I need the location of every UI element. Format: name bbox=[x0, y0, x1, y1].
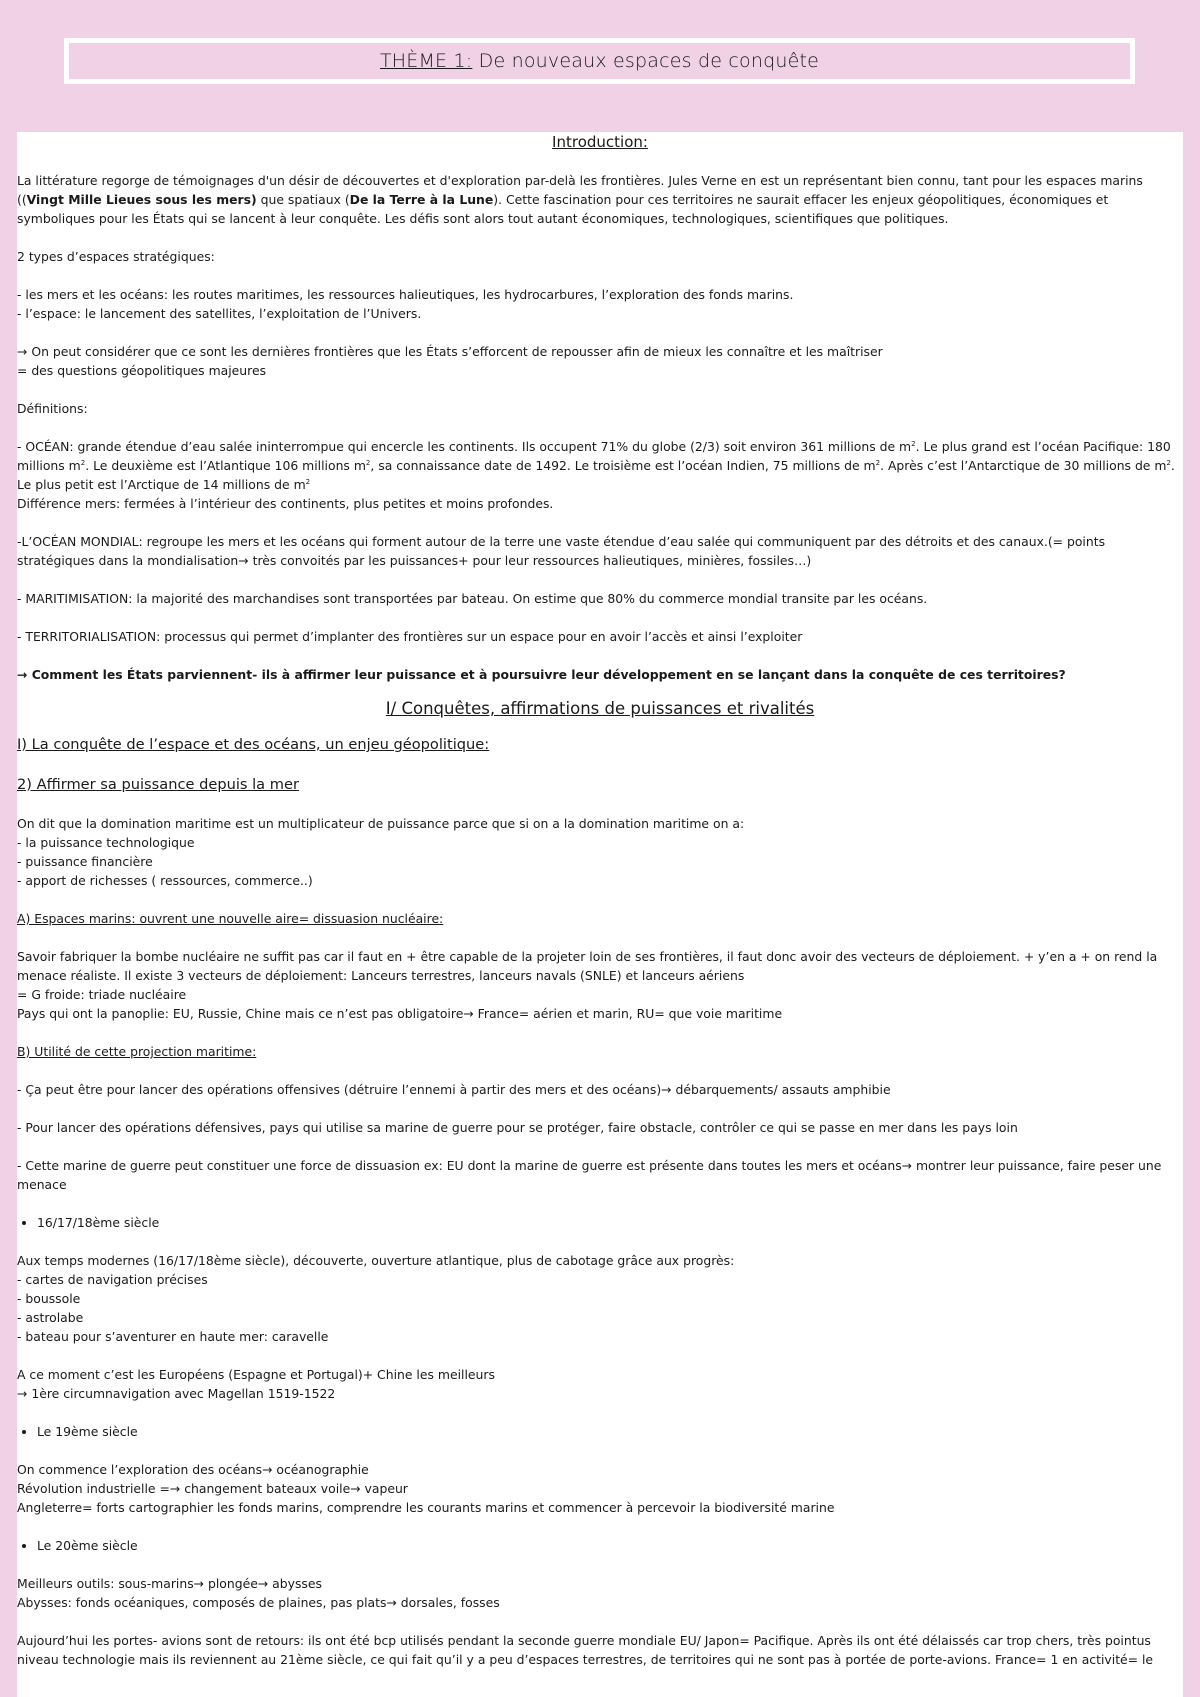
bullet-list-2 bbox=[17, 1422, 1183, 1441]
def-world-ocean: -L’OCÉAN MONDIAL: regroupe les mers et les océans qui forment autour de la terre une vaste étendue d’eau salée qui communiquent par des détroits et des canaux.(= points stratégiques dans la mondialisation→ très convoités par les puissances+ pour leur ressources halieutiques, minières, fossiles…) bbox=[17, 534, 1106, 568]
bullet-19-century: • Le 19ème siècle bbox=[37, 1422, 1183, 1441]
def-territorialisation: - TERRITORIALISATION: processus qui permet d’implanter des frontières sur un espace pour en avoir l’accès et ainsi l’exploiter bbox=[17, 629, 803, 644]
section-a-heading: A) Espaces marins: ouvrent une nouvelle aire= dissuasion nucléaire: bbox=[17, 911, 444, 926]
magellan-line: → 1ère circumnavigation avec Magellan 1519-1522 bbox=[17, 1386, 336, 1401]
superscript: 2 bbox=[365, 458, 371, 467]
modern-item-2: - boussole bbox=[17, 1291, 81, 1306]
section-b-defensive: - Pour lancer des opérations défensives, pays qui utilise sa marine de guerre pour se protéger, faire obstacle, contrôler ce qui se passe en mer dans les pays loin bbox=[17, 1120, 1018, 1135]
domination-item-3: - apport de richesses ( ressources, commerce..) bbox=[17, 873, 313, 888]
bullet-16-18-century: • 16/17/18ème siècle bbox=[37, 1213, 1183, 1232]
section-b-heading: B) Utilité de cette projection maritime: bbox=[17, 1044, 257, 1059]
superscript: 2 bbox=[305, 477, 311, 486]
type-seas: - les mers et les océans: les routes maritimes, les ressources halieutiques, les hydrocarbures, l’exploration des fonds marins. bbox=[17, 287, 794, 302]
superscript: 2 bbox=[80, 458, 86, 467]
c20-line-1: Meilleurs outils: sous-marins→ plongée→ abysses bbox=[17, 1576, 322, 1591]
domination-intro: On dit que la domination maritime est un multiplicateur de puissance parce que si on a la domination maritime on a: bbox=[17, 816, 745, 831]
c20-line-2: Abysses: fonds océaniques, composés de plaines, pas plats→ dorsales, fosses bbox=[17, 1595, 500, 1610]
book-title-1: Vingt Mille Lieues sous les mers) bbox=[26, 192, 257, 207]
problematique bbox=[17, 665, 1183, 684]
part1-heading: I/ Conquêtes, affirmations de puissances et rivalités bbox=[385, 699, 815, 718]
def-ocean-1: - OCÉAN: grande étendue d’eau salée ininterrompue qui encercle les continents. Ils occupent 71% du globe (2/3) soit environ 361 millions de m bbox=[17, 439, 912, 454]
aircraft-carriers-text: Aujourd’hui les portes- avions sont de retours: ils ont été bcp utilisés pendant la seconde guerre mondiale EU/ Japon= Pacifique. Après ils ont été délaissés car trop chers, très pointus niveau technologie mais ils reviennent au 21ème siècle, ce qui fait qu’il y a peu d’espaces terrestres, de territoires qui ne sont pas à portée de porte-avions. France= 1 en activité= le bbox=[17, 1633, 1154, 1667]
section-a-text: Savoir fabriquer la bombe nucléaire ne suffit pas car il faut en + être capable de la projeter loin de ses frontières, il faut donc avoir des vecteurs de déploiement. + y’en a + on rend la menace réaliste. Il existe 3 vecteurs de déploiement: Lanceurs terrestres, lanceurs navals (SNLE) et lanceurs aériens bbox=[17, 949, 1158, 983]
types-title: 2 types d’espaces stratégiques: bbox=[17, 249, 215, 264]
def-ocean-2: . Le plus grand est l’océan Pacifique: 180 millions m bbox=[17, 439, 1171, 473]
subheading-2: 2) Affirmer sa puissance depuis la mer bbox=[17, 776, 299, 793]
bullet-list-3 bbox=[17, 1536, 1183, 1555]
intro-text-1: La littérature regorge de témoignages d'un désir de découvertes et d'exploration par-delà les frontières. Jules Verne en est un représentant bien connu, tant pour les espaces marins (( bbox=[17, 173, 1143, 207]
def-seas: Différence mers: fermées à l’intérieur des continents, plus petites et moins profondes. bbox=[17, 496, 554, 511]
type-space: - l’espace: le lancement des satellites, l’exploitation de l’Univers. bbox=[17, 306, 422, 321]
frontier-conclusion: = des questions géopolitiques majeures bbox=[17, 363, 267, 378]
problematique-text: → Comment les États parviennent- ils à affirmer leur puissance et à poursuivre leur développement en se lançant dans la conquête de ces territoires? bbox=[17, 667, 1066, 682]
superscript: 2 bbox=[875, 458, 881, 467]
def-ocean-5: . Après c’est l’Antarctique de 30 millions de m bbox=[880, 458, 1167, 473]
bullet-list-1 bbox=[17, 1213, 1183, 1232]
c19-line-3: Angleterre= forts cartographier les fonds marins, comprendre les courants marins et commencer à percevoir la biodiversité marine bbox=[17, 1500, 835, 1515]
document-page bbox=[17, 132, 1183, 1697]
def-ocean bbox=[17, 437, 1183, 494]
modern-item-3: - astrolabe bbox=[17, 1310, 84, 1325]
modern-item-1: - cartes de navigation précises bbox=[17, 1272, 208, 1287]
def-ocean-3: . Le deuxième est l’Atlantique 106 millions m bbox=[85, 458, 366, 473]
subheading-1: I) La conquête de l’espace et des océans, un enjeu géopolitique: bbox=[17, 736, 490, 753]
domination-item-1: - la puissance technologique bbox=[17, 835, 195, 850]
frontier-statement: → On peut considérer que ce sont les dernières frontières que les États s’efforcent de repousser afin de mieux les connaître et les maîtriser bbox=[17, 344, 883, 359]
modern-item-4: - bateau pour s’aventurer en haute mer: caravelle bbox=[17, 1329, 329, 1344]
def-ocean-6: . Le plus petit est l’Arctique de 14 millions de m bbox=[17, 458, 1175, 492]
theme-label: THÈME 1: bbox=[379, 50, 473, 72]
bullet-20-century: • Le 20ème siècle bbox=[37, 1536, 1183, 1555]
intro-paragraph bbox=[17, 171, 1183, 228]
intro-heading: Introduction: bbox=[552, 133, 648, 151]
section-b-deterrence: - Cette marine de guerre peut constituer une force de dissuasion ex: EU dont la marine de guerre est présente dans toutes les mers et océans→ montrer leur puissance, faire peser une menace bbox=[17, 1158, 1162, 1192]
superscript: 2 bbox=[1166, 458, 1171, 467]
c19-line-2: Révolution industrielle =→ changement bateaux voile→ vapeur bbox=[17, 1481, 408, 1496]
europeans-line: A ce moment c’est les Européens (Espagne et Portugal)+ Chine les meilleurs bbox=[17, 1367, 495, 1382]
section-b-offensive: - Ça peut être pour lancer des opérations offensives (détruire l’ennemi à partir des mers et des océans)→ débarquements/ assauts amphibie bbox=[17, 1082, 891, 1097]
intro-text-3: ). Cette fascination pour ces territoires ne saurait effacer les enjeux géopolitiques, économiques et symboliques pour les États qui se lancent à leur conquête. Les défis sont alors tout autant économiques, technologiques, scientifiques que politiques. bbox=[17, 192, 1109, 226]
c19-line-1: On commence l’exploration des océans→ océanographie bbox=[17, 1462, 369, 1477]
theme-title: De nouveaux espaces de conquête bbox=[478, 50, 820, 72]
def-maritimisation: - MARITIMISATION: la majorité des marchandises sont transportées par bateau. On estime que 80% du commerce mondial transite par les océans. bbox=[17, 591, 928, 606]
domination-item-2: - puissance financière bbox=[17, 854, 153, 869]
superscript: 2 bbox=[911, 439, 916, 448]
book-title-2: De la Terre à la Lune bbox=[349, 192, 494, 207]
intro-text-2: que spatiaux ( bbox=[256, 192, 350, 207]
modern-times-intro: Aux temps modernes (16/17/18ème siècle), découverte, ouverture atlantique, plus de cabotage grâce aux progrès: bbox=[17, 1253, 735, 1268]
section-a-triad: = G froide: triade nucléaire bbox=[17, 987, 187, 1002]
section-a-countries: Pays qui ont la panoplie: EU, Russie, Chine mais ce n’est pas obligatoire→ France= aérien et marin, RU= que voie maritime bbox=[17, 1006, 783, 1021]
definitions-title: Définitions: bbox=[17, 401, 88, 416]
theme-title-box bbox=[64, 38, 1135, 84]
def-ocean-4: , sa connaissance date de 1492. Le troisième est l’océan Indien, 75 millions de m bbox=[370, 458, 876, 473]
